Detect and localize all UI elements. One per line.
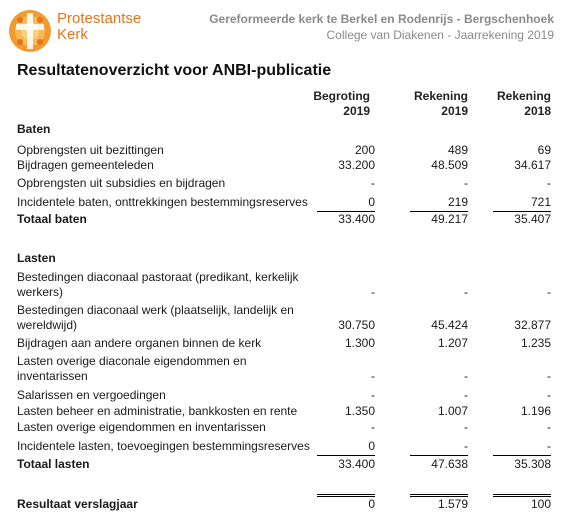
brand-line-1: Protestantse — [57, 10, 142, 27]
row-value: 0 — [368, 439, 375, 453]
row-value: 489 — [447, 143, 468, 157]
row-label: Resultaat verslagjaar — [17, 497, 138, 511]
row-label: Opbrengsten uit subsidies en bijdragen — [17, 176, 226, 190]
row-label-continued: wereldwijd) — [17, 318, 78, 332]
row-value: 35.407 — [514, 212, 551, 226]
row-label: Lasten overige eigendommen en inventarissen — [17, 420, 266, 434]
result-row — [17, 497, 557, 512]
row-value: 49.217 — [431, 212, 468, 226]
row-value: 30.750 — [338, 318, 375, 332]
row-label: Totaal lasten — [17, 457, 90, 471]
row-value: - — [464, 420, 468, 434]
row-value: 1.207 — [437, 336, 468, 350]
row-label: Bestedingen diaconaal werk (plaatselijk, landelijk en — [17, 303, 294, 317]
row-value: - — [464, 285, 468, 299]
row-label: Lasten beheer en administratie, bankkosten en rente — [17, 404, 298, 418]
column-header-begroting-2019: Begroting 2019 — [313, 89, 370, 118]
table-row — [17, 420, 557, 435]
doc-subtitle: College van Diakenen - Jaarrekening 2019 — [326, 28, 554, 42]
subtotal-line — [317, 455, 375, 456]
table-row — [17, 270, 557, 300]
table-row — [17, 336, 557, 351]
row-value: 1.007 — [437, 404, 468, 418]
row-value: 32.877 — [514, 318, 551, 332]
row-label-continued: inventarissen — [17, 369, 88, 383]
row-value: 1.579 — [437, 497, 468, 511]
row-value: 35.308 — [514, 457, 551, 471]
row-value: - — [371, 420, 375, 434]
brand-name — [57, 11, 141, 43]
section-heading-lasten — [17, 251, 557, 266]
table-row — [17, 195, 557, 210]
org-name: Gereformeerde kerk te Berkel en Rodenrijs - Bergschenhoek — [209, 12, 554, 26]
row-label: Baten — [17, 122, 51, 136]
row-value: - — [547, 176, 551, 190]
row-value: 0 — [368, 195, 375, 209]
row-value: 1.196 — [520, 404, 551, 418]
row-value: - — [547, 439, 551, 453]
row-value: - — [371, 388, 375, 402]
row-value: 47.638 — [431, 457, 468, 471]
row-value: 1.350 — [344, 404, 375, 418]
subtotal-line — [493, 455, 551, 456]
row-value: - — [547, 369, 551, 383]
table-row — [17, 404, 557, 419]
row-value: 100 — [530, 497, 551, 511]
row-value: 48.509 — [431, 158, 468, 172]
row-value: 219 — [447, 195, 468, 209]
row-value: 33.400 — [338, 457, 375, 471]
row-value: - — [547, 420, 551, 434]
row-label: Bestedingen diaconaal pastoraat (predikant, kerkelijk — [17, 270, 299, 284]
row-label: Bijdragen gemeenteleden — [17, 158, 154, 172]
total-row-lasten — [17, 457, 557, 472]
row-value: 33.200 — [338, 158, 375, 172]
table-row — [17, 143, 557, 158]
brand-line-2: Kerk — [57, 26, 88, 43]
table-row — [17, 439, 557, 454]
subtotal-line — [410, 455, 468, 456]
row-value: 1.300 — [344, 336, 375, 350]
row-value: 34.617 — [514, 158, 551, 172]
row-label: Lasten overige diaconale eigendommen en — [17, 354, 247, 368]
row-value: - — [547, 285, 551, 299]
column-header-rekening-2018: Rekening 2018 — [496, 89, 551, 118]
row-value: - — [464, 369, 468, 383]
row-value: - — [371, 369, 375, 383]
document-header — [209, 11, 554, 43]
section-heading-baten — [17, 122, 557, 137]
protestantse-kerk-logo — [8, 9, 52, 53]
row-label: Lasten — [17, 251, 56, 265]
table-row — [17, 354, 557, 384]
page-title: Resultatenoverzicht voor ANBI-publicatie — [17, 62, 332, 79]
row-value: - — [464, 388, 468, 402]
row-value: - — [371, 285, 375, 299]
row-label: Bijdragen aan andere organen binnen de kerk — [17, 336, 262, 350]
row-value: - — [464, 176, 468, 190]
row-value: - — [464, 439, 468, 453]
row-label: Incidentele baten, onttrekkingen bestemmingsreserves — [17, 195, 308, 209]
table-row — [17, 176, 557, 191]
row-value: 200 — [354, 143, 375, 157]
table-row — [17, 388, 557, 403]
table-row — [17, 158, 557, 173]
row-label: Totaal baten — [17, 212, 87, 226]
total-row-baten — [17, 212, 557, 227]
row-value: 69 — [537, 143, 551, 157]
row-value: - — [547, 388, 551, 402]
row-value: 1.235 — [520, 336, 551, 350]
row-label-continued: werkers) — [17, 285, 64, 299]
row-value: 721 — [530, 195, 551, 209]
row-label: Incidentele lasten, toevoegingen bestemmingsreserves — [17, 439, 310, 453]
table-row — [17, 303, 557, 333]
row-value: 33.400 — [338, 212, 375, 226]
row-label: Opbrengsten uit bezittingen — [17, 143, 164, 157]
row-label: Salarissen en vergoedingen — [17, 388, 166, 402]
row-value: 45.424 — [431, 318, 468, 332]
row-value: 0 — [368, 497, 375, 511]
row-value: - — [371, 176, 375, 190]
column-header-rekening-2019: Rekening 2019 — [413, 89, 468, 118]
